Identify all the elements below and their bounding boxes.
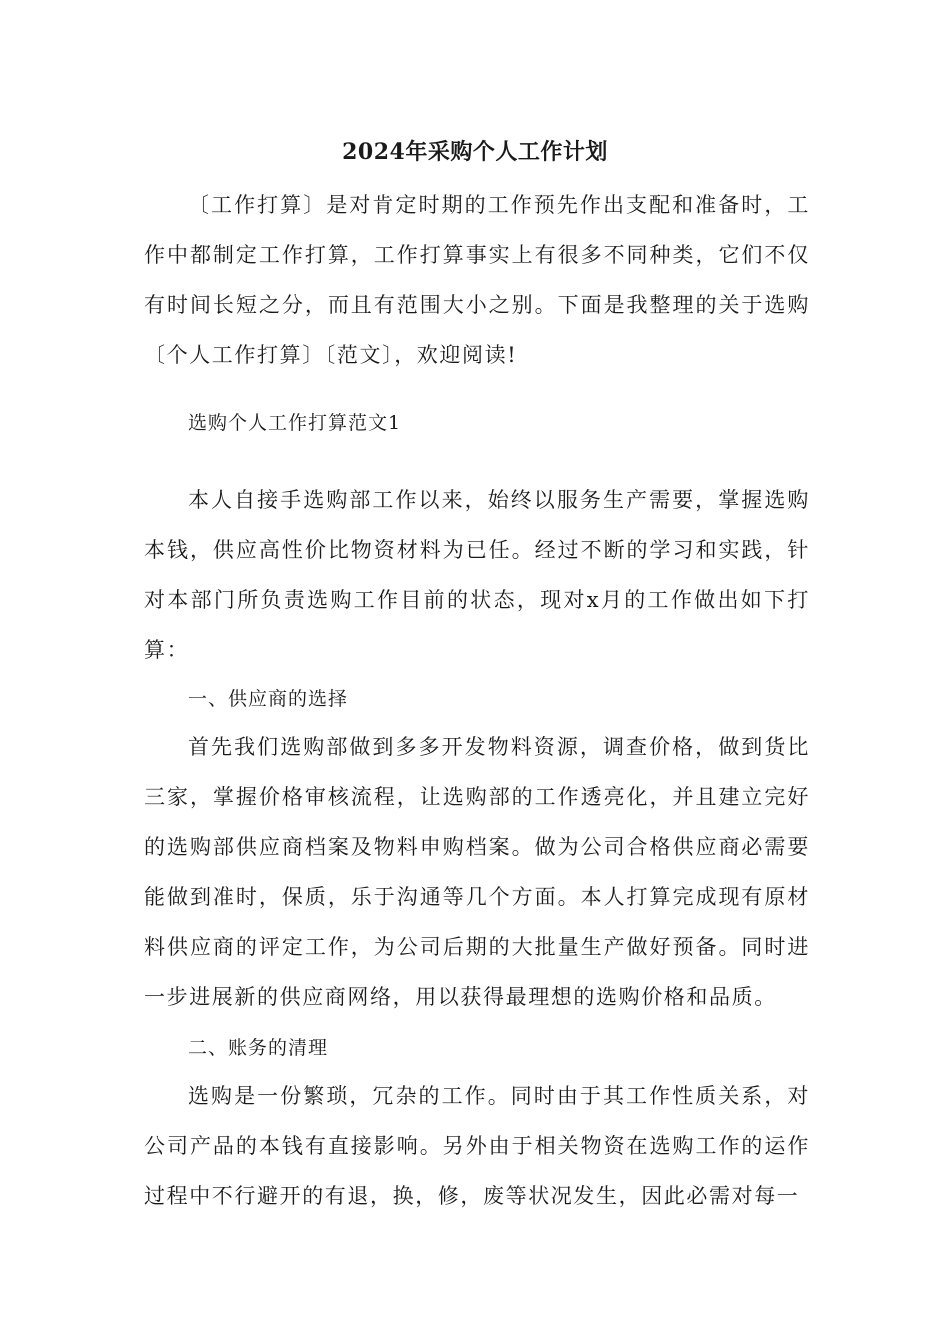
body-paragraph-3: 选购是一份繁琐，冗杂的工作。同时由于其工作性质关系，对公司产品的本钱有直接影响。另外由于相关物资在选购工作的运作过程中不行避开的有退，换，修，废等状况发生，因此必需对每一 — [144, 1084, 810, 1208]
intro-paragraph: 〔工作打算〕是对肯定时期的工作预先作出支配和准备时，工作中都制定工作打算，工作打算事实上有很多不同种类，它们不仅有时间长短之分，而且有范围大小之别。下面是我整理的关于选购〔个人工作打算〕〔范文〕，欢迎阅读! — [144, 193, 810, 367]
sample-heading: 选购个人工作打算范文1 — [188, 412, 402, 434]
body-paragraph-1: 本人自接手选购部工作以来，始终以服务生产需要，掌握选购本钱，供应高性价比物资材料为已任。经过不断的学习和实践，针对本部门所负责选购工作目前的状态，现对x月的工作做出如下打算： — [144, 488, 810, 662]
section-heading-suppliers: 一、供应商的选择 — [188, 688, 349, 710]
body-paragraph-2: 首先我们选购部做到多多开发物料资源，调查价格，做到货比三家，掌握价格审核流程，让选购部的工作透亮化，并且建立完好的选购部供应商档案及物料申购档案。做为公司合格供应商必需要能做到准时，保质，乐于沟通等几个方面。本人打算完成现有原材料供应商的评定工作，为公司后期的大批量生产做好预备。同时进一步进展新的供应商网络，用以获得最理想的选购价格和品质。 — [144, 735, 810, 1009]
section-heading-accounts: 二、账务的清理 — [188, 1037, 329, 1059]
document-title: 2024年采购个人工作计划 — [342, 139, 608, 165]
